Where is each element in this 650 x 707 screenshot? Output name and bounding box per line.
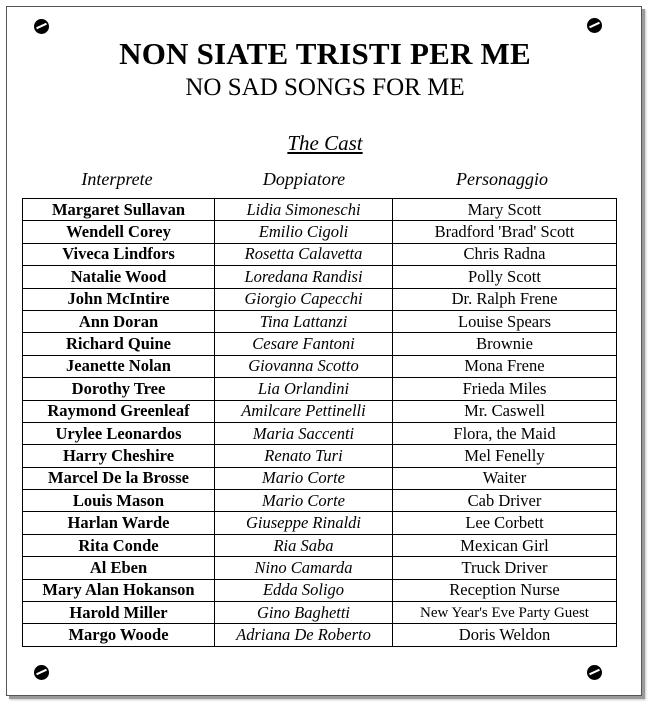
role-cell: Truck Driver: [393, 557, 617, 579]
role-cell: Frieda Miles: [393, 378, 617, 400]
dubber-cell: Loredana Randisi: [215, 266, 393, 288]
screw-icon: [34, 665, 49, 680]
dubber-cell: Cesare Fantoni: [215, 333, 393, 355]
table-row: [23, 579, 617, 601]
dubber-cell: Lidia Simoneschi: [215, 199, 393, 221]
dubber-cell: Edda Soligo: [215, 579, 393, 601]
role-cell: Waiter: [393, 467, 617, 489]
actor-cell: Harlan Warde: [23, 512, 215, 534]
cast-table: [22, 198, 617, 647]
title-english: NO SAD SONGS FOR ME: [185, 74, 465, 101]
table-row: [23, 490, 617, 512]
role-cell: Doris Weldon: [393, 624, 617, 646]
title-italian: NON SIATE TRISTI PER ME: [119, 36, 531, 71]
actor-cell: Urylee Leonardos: [23, 422, 215, 444]
table-row: [23, 512, 617, 534]
actor-cell: Harry Cheshire: [23, 445, 215, 467]
actor-cell: Mary Alan Hokanson: [23, 579, 215, 601]
table-row: [23, 266, 617, 288]
column-header-role: Personaggio: [456, 169, 548, 189]
dubber-cell: Rosetta Calavetta: [215, 243, 393, 265]
cast-heading: The Cast: [287, 131, 363, 155]
dubber-cell: Lia Orlandini: [215, 378, 393, 400]
table-row: [23, 378, 617, 400]
table-row: [23, 243, 617, 265]
actor-cell: Jeanette Nolan: [23, 355, 215, 377]
role-cell: Chris Radna: [393, 243, 617, 265]
table-row: [23, 624, 617, 646]
dubber-cell: Amilcare Pettinelli: [215, 400, 393, 422]
screw-icon: [34, 19, 49, 34]
dubber-cell: Adriana De Roberto: [215, 624, 393, 646]
role-cell: New Year's Eve Party Guest: [393, 602, 617, 624]
dubber-cell: Giovanna Scotto: [215, 355, 393, 377]
role-cell: Mexican Girl: [393, 534, 617, 556]
role-cell: Polly Scott: [393, 266, 617, 288]
role-cell: Mel Fenelly: [393, 445, 617, 467]
role-cell: Dr. Ralph Frene: [393, 288, 617, 310]
actor-cell: Dorothy Tree: [23, 378, 215, 400]
dubber-cell: Giorgio Capecchi: [215, 288, 393, 310]
dubber-cell: Gino Baghetti: [215, 602, 393, 624]
role-cell: Reception Nurse: [393, 579, 617, 601]
actor-cell: Wendell Corey: [23, 221, 215, 243]
role-cell: Louise Spears: [393, 310, 617, 332]
actor-cell: Louis Mason: [23, 490, 215, 512]
dubber-cell: Renato Turi: [215, 445, 393, 467]
role-cell: Mary Scott: [393, 199, 617, 221]
actor-cell: Al Eben: [23, 557, 215, 579]
actor-cell: Viveca Lindfors: [23, 243, 215, 265]
role-cell: Lee Corbett: [393, 512, 617, 534]
dubber-cell: Emilio Cigoli: [215, 221, 393, 243]
actor-cell: John McIntire: [23, 288, 215, 310]
table-row: [23, 445, 617, 467]
actor-cell: Marcel De la Brosse: [23, 467, 215, 489]
role-cell: Mr. Caswell: [393, 400, 617, 422]
table-row: [23, 310, 617, 332]
dubber-cell: Giuseppe Rinaldi: [215, 512, 393, 534]
role-cell: Bradford 'Brad' Scott: [393, 221, 617, 243]
table-row: [23, 333, 617, 355]
table-row: [23, 422, 617, 444]
role-cell: Mona Frene: [393, 355, 617, 377]
actor-cell: Harold Miller: [23, 602, 215, 624]
table-row: [23, 534, 617, 556]
table-row: [23, 557, 617, 579]
dubber-cell: Ria Saba: [215, 534, 393, 556]
actor-cell: Margo Woode: [23, 624, 215, 646]
actor-cell: Margaret Sullavan: [23, 199, 215, 221]
actor-cell: Rita Conde: [23, 534, 215, 556]
screw-icon: [587, 18, 602, 33]
dubber-cell: Mario Corte: [215, 467, 393, 489]
dubber-cell: Tina Lattanzi: [215, 310, 393, 332]
column-header-dubber: Doppiatore: [262, 169, 346, 189]
dubber-cell: Mario Corte: [215, 490, 393, 512]
actor-cell: Raymond Greenleaf: [23, 400, 215, 422]
table-row: [23, 400, 617, 422]
table-row: [23, 602, 617, 624]
actor-cell: Ann Doran: [23, 310, 215, 332]
table-row: [23, 467, 617, 489]
dubber-cell: Nino Camarda: [215, 557, 393, 579]
role-cell: Flora, the Maid: [393, 422, 617, 444]
table-row: [23, 288, 617, 310]
screw-icon: [587, 665, 602, 680]
table-row: [23, 355, 617, 377]
role-cell: Brownie: [393, 333, 617, 355]
role-cell: Cab Driver: [393, 490, 617, 512]
column-header-actor: Interprete: [81, 169, 153, 189]
actor-cell: Natalie Wood: [23, 266, 215, 288]
actor-cell: Richard Quine: [23, 333, 215, 355]
table-row: [23, 221, 617, 243]
table-row: [23, 199, 617, 221]
dubber-cell: Maria Saccenti: [215, 422, 393, 444]
